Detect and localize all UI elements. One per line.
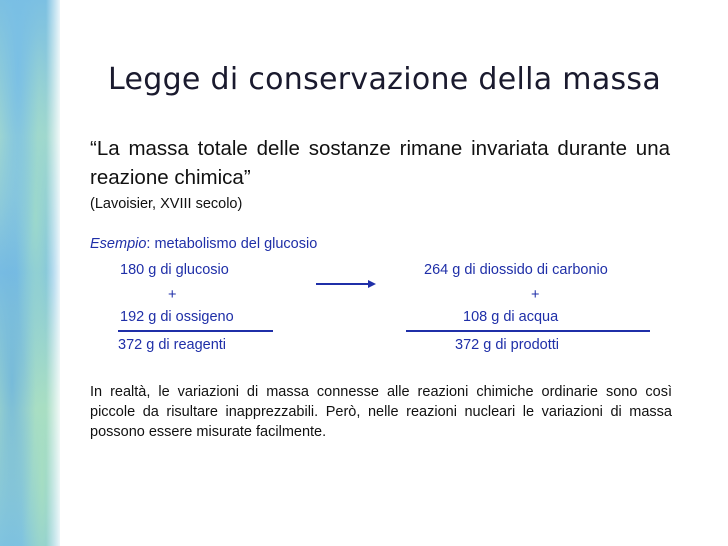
product-plus: +: [531, 287, 540, 303]
example-text: : metabolismo del glucosio: [146, 236, 318, 252]
reactants-total: 372 g di reagenti: [118, 337, 227, 353]
example-heading: [90, 236, 317, 252]
products-sum-line: [406, 330, 650, 332]
quote-source: (Lavoisier, XVIII secolo): [90, 196, 243, 212]
reactants-sum-line: [118, 330, 273, 332]
reactant-glucose: 180 g di glucosio: [120, 262, 229, 278]
reactant-oxygen: 192 g di ossigeno: [120, 309, 234, 325]
example-label: Esempio: [90, 236, 147, 252]
product-water: 108 g di acqua: [463, 309, 559, 325]
explanation-paragraph: In realtà, le variazioni di massa connesse alle reazioni chimiche ordinarie sono così piccole da risultare inapprezzabili. Però, nelle reazioni nucleari le variazioni di massa possono essere misurate facilmente.: [90, 384, 672, 440]
slide-title: Legge di conservazione della massa: [108, 62, 662, 97]
reactant-plus: +: [168, 287, 177, 303]
reaction-arrow-icon: [316, 278, 376, 290]
product-co2: 264 g di diossido di carbonio: [424, 262, 608, 278]
decorative-sidebar: [0, 0, 60, 546]
products-total: 372 g di prodotti: [455, 337, 559, 353]
law-quote: “La massa totale delle sostanze rimane invariata durante una reazione chimica”: [90, 137, 670, 189]
